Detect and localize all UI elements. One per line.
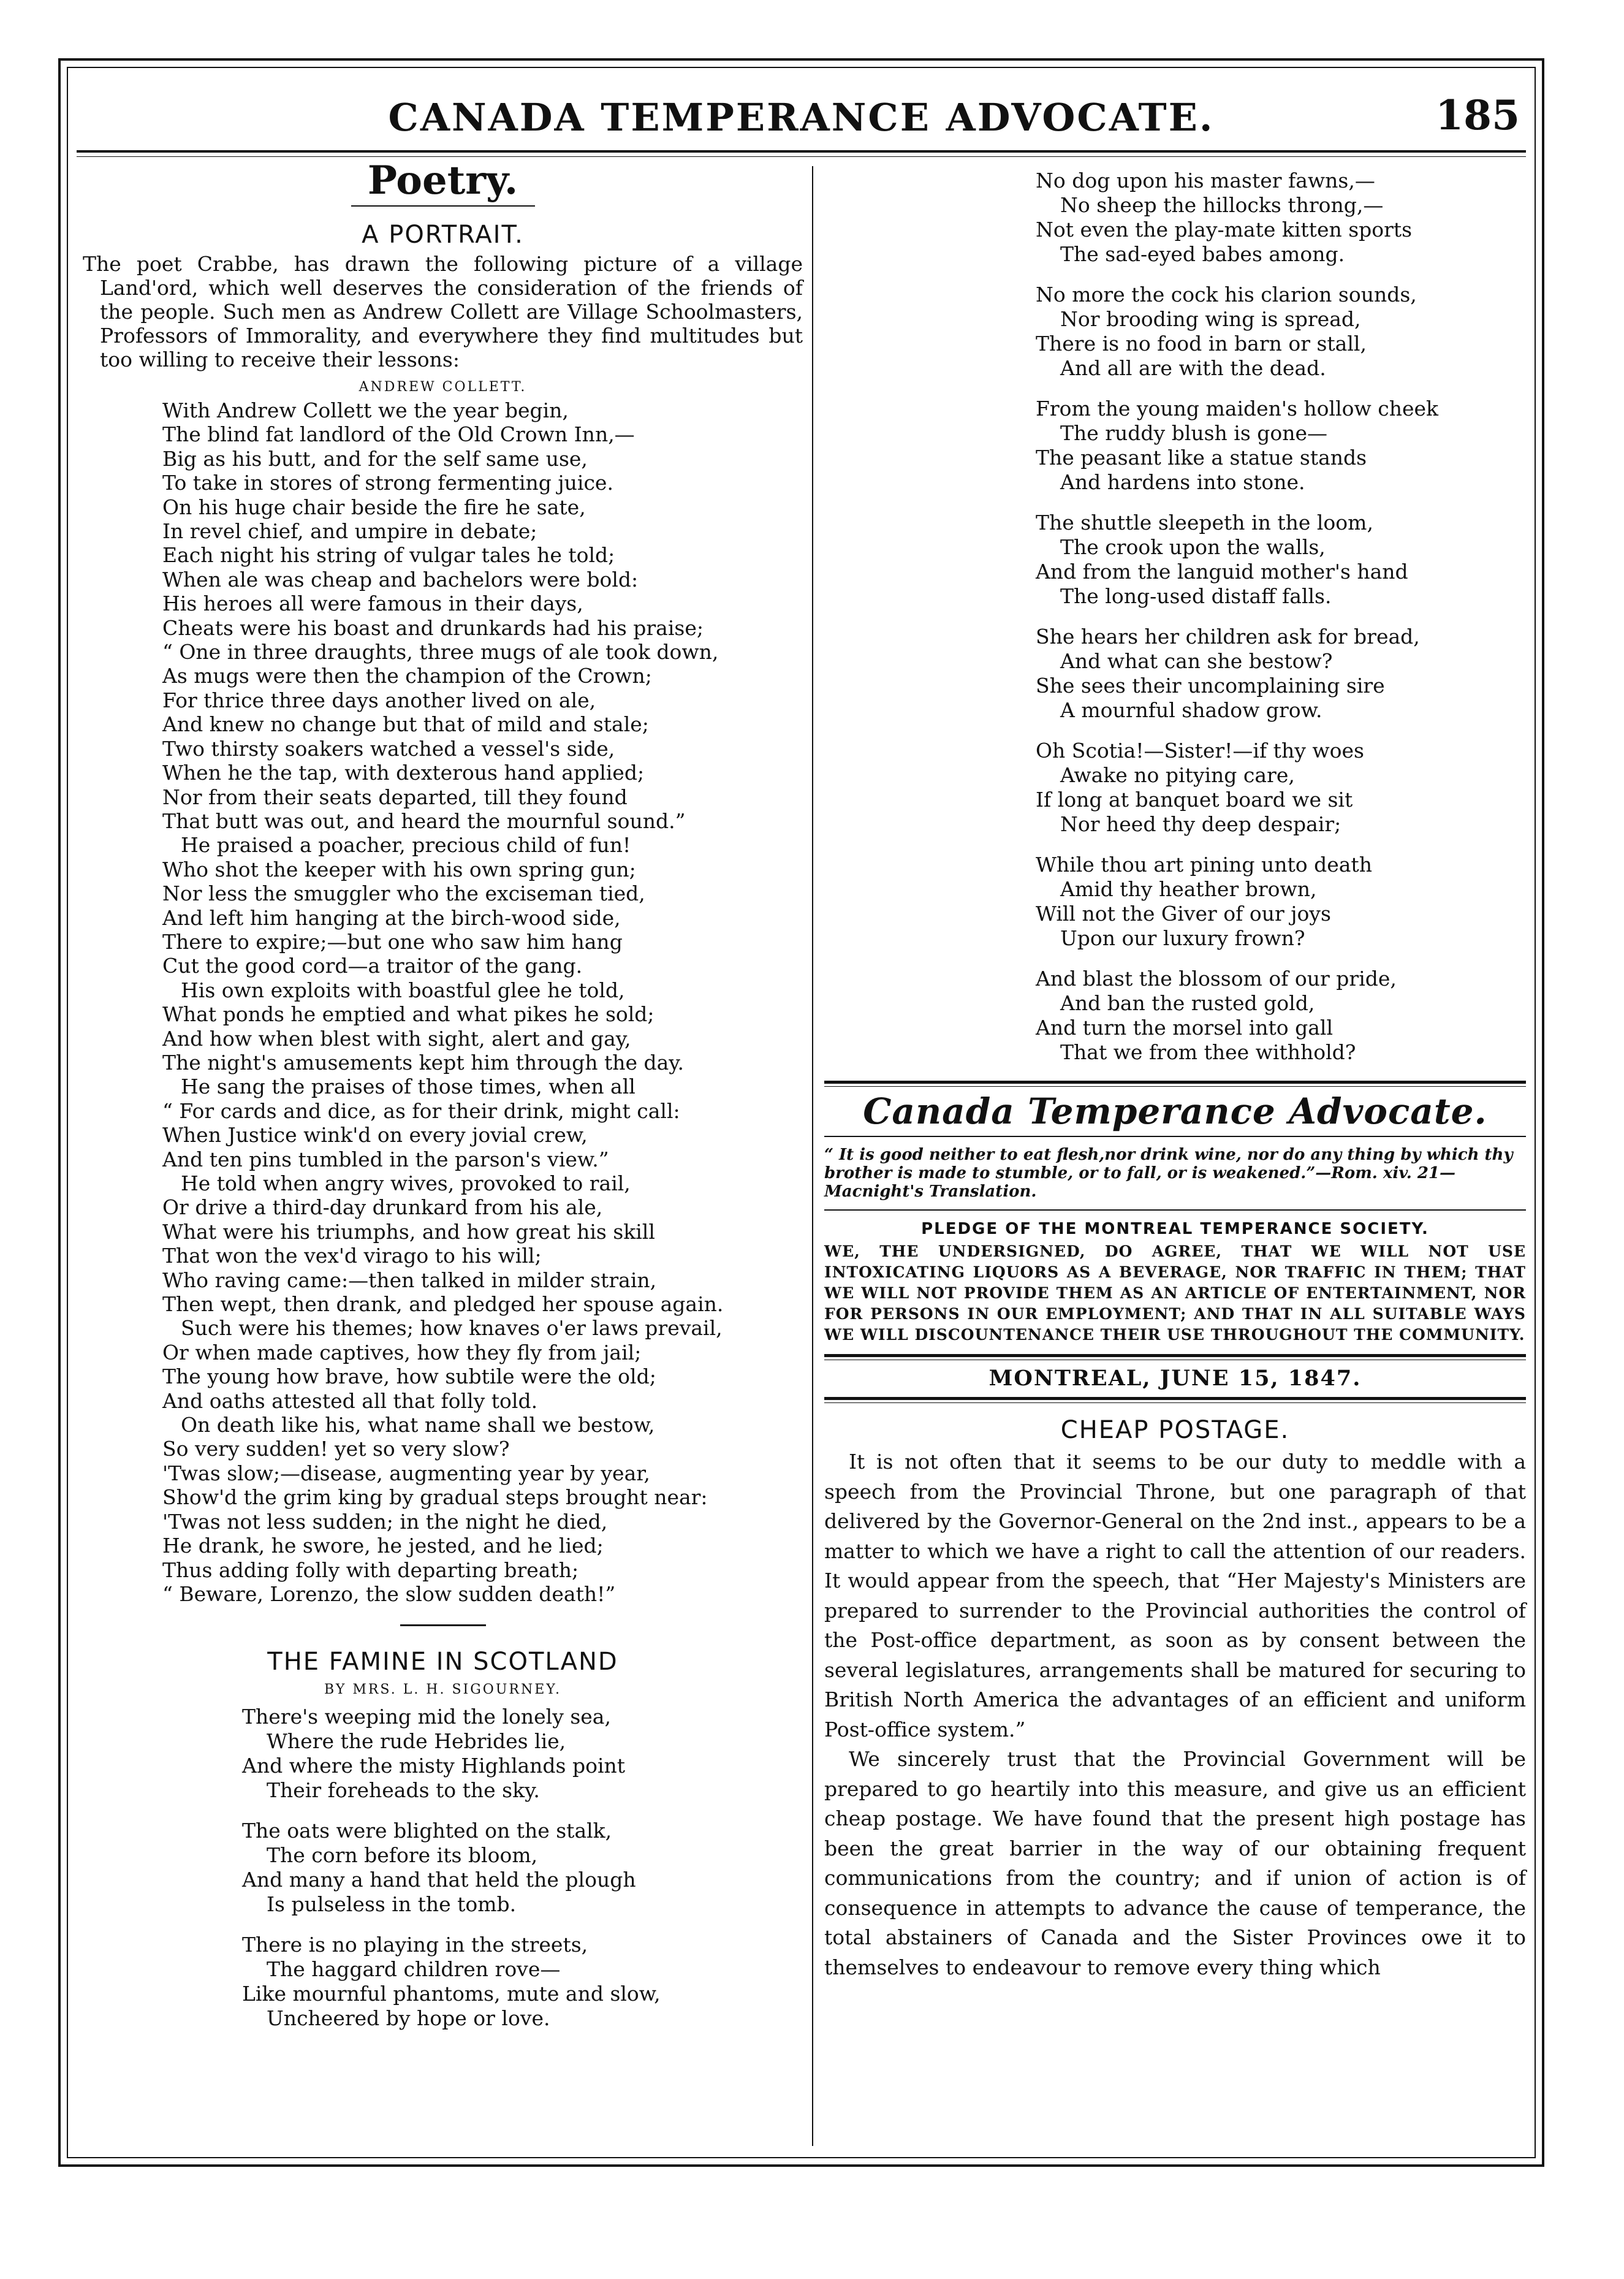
- portrait-poem-line: Or drive a third-day drunkard from his ale,: [162, 1195, 603, 1220]
- famine-poem-line: And many a hand that held the plough: [242, 1868, 636, 1892]
- portrait-poem-line: Such were his themes; how knaves o'er laws prevail,: [181, 1316, 723, 1341]
- famine-poem-line: And where the misty Highlands point: [242, 1754, 626, 1778]
- famine-poem-continued-stanza: [1036, 625, 1526, 723]
- portrait-poem: [83, 398, 803, 1606]
- famine-poem-continued-line: The ruddy blush is gone—: [1060, 421, 1328, 445]
- portrait-poem-line: Then wept, then drank, and pledged her spouse again.: [162, 1292, 724, 1317]
- famine-poem-continued-line: No dog upon his master fawns,—: [1036, 169, 1375, 192]
- portrait-poem-line: Nor less the smuggler who the exciseman tied,: [162, 881, 645, 906]
- famine-poem-line: The corn before its bloom,: [267, 1843, 538, 1868]
- portrait-poem-line: Each night his string of vulgar tales he told;: [162, 543, 615, 568]
- portrait-intro: The poet Crabbe, has drawn the following picture of a village Land'ord, which well deserves the consideration of the friends of the people. Such men as Andrew Collett are Village Schoolmasters, Professors of Immorality, and everywhere they find multitudes but too willing to receive their lessons:: [83, 252, 803, 371]
- portrait-poem-line: Who shot the keeper with his own spring gun;: [162, 857, 636, 881]
- portrait-poem-line: Thus adding folly with departing breath;: [162, 1558, 579, 1582]
- masthead-rule-top: [824, 1081, 1526, 1087]
- portrait-poem-line: There to expire;—but one who saw him hang: [162, 929, 623, 954]
- famine-poem-continued-line: That we from thee withhold?: [1060, 1040, 1356, 1064]
- portrait-poem-line: And oaths attested all that folly told.: [162, 1388, 538, 1413]
- portrait-poem-line: His own exploits with boastful glee he told,: [181, 978, 625, 1002]
- famine-poem-continued-line: Upon our luxury frown?: [1060, 926, 1305, 950]
- page-title: CANADA TEMPERANCE ADVOCATE.: [388, 95, 1215, 140]
- famine-poem-stanza: [242, 1933, 803, 2031]
- famine-poem-continued-line: The sad-eyed babes among.: [1060, 242, 1345, 266]
- column-divider: [812, 166, 813, 2146]
- portrait-poem-line: In revel chief, and umpire in debate;: [162, 519, 537, 544]
- portrait-subtitle: ANDREW COLLETT.: [359, 379, 527, 395]
- portrait-poem-line: And how when blest with sight, alert and gay,: [162, 1026, 631, 1051]
- famine-poem-line: Their foreheads to the sky.: [267, 1778, 540, 1803]
- famine-poem-continued-line: There is no food in barn or stall,: [1036, 332, 1367, 356]
- famine-poem-continued-line: The shuttle sleepeth in the loom,: [1036, 511, 1373, 535]
- portrait-poem-line: Cheats were his boast and drunkards had his praise;: [162, 615, 704, 640]
- portrait-poem-line: What were his triumphs, and how great his skill: [162, 1219, 655, 1244]
- famine-byline: BY MRS. L. H. SIGOURNEY.: [324, 1682, 561, 1698]
- famine-poem-continued-stanza: [1036, 169, 1526, 267]
- portrait-poem-line: “ One in three draughts, three mugs of ale took down,: [162, 640, 719, 664]
- portrait-poem-line: The young how brave, how subtile were the old;: [162, 1364, 656, 1389]
- famine-poem-line: Is pulseless in the tomb.: [267, 1892, 517, 1917]
- portrait-poem-line: The night's amusements kept him through the day.: [162, 1050, 685, 1075]
- portrait-poem-line: Cut the good cord—a traitor of the gang.: [162, 954, 583, 978]
- portrait-poem-line: He praised a poacher, precious child of fun!: [181, 833, 631, 858]
- famine-poem-continued-line: Nor heed thy deep despair;: [1060, 812, 1341, 836]
- famine-poem-continued-line: And what can she bestow?: [1060, 649, 1333, 673]
- famine-poem-continued-line: The long-used distaff falls.: [1060, 584, 1332, 608]
- famine-poem-continued: [824, 169, 1526, 1065]
- portrait-poem-line: And ten pins tumbled in the parson's view.”: [162, 1147, 609, 1171]
- right-column: [824, 169, 1526, 1982]
- portrait-poem-line: “ For cards and dice, as for their drink, might call:: [162, 1098, 680, 1123]
- portrait-poem-line: As mugs were then the champion of the Crown;: [162, 664, 652, 688]
- famine-poem-continued-line: She hears her children ask for bread,: [1036, 625, 1420, 649]
- famine-poem-line: There is no playing in the streets,: [242, 1933, 588, 1957]
- page-number: 185: [1435, 91, 1520, 139]
- famine-poem-continued-stanza: [1036, 283, 1526, 381]
- portrait-poem-line: So very sudden! yet so very slow?: [162, 1437, 510, 1461]
- poem-divider: [400, 1624, 486, 1626]
- portrait-poem-line: On his huge chair beside the fire he sate,: [162, 495, 586, 519]
- famine-poem-continued-stanza: [1036, 397, 1526, 495]
- motto: “ It is good neither to eat flesh,nor drink wine, nor do any thing by which thy brother is made to stumble, or to fall, or is weakened.”—Rom. xiv. 21— Macnight's Translation.: [824, 1146, 1513, 1201]
- dateline-rule-bottom: [824, 1397, 1526, 1403]
- newspaper-page: [58, 58, 1544, 2167]
- portrait-poem-line: 'Twas not less sudden; in the night he died,: [162, 1509, 608, 1534]
- famine-poem-continued-stanza: [1036, 739, 1526, 837]
- famine-poem-continued-line: And all are with the dead.: [1060, 356, 1326, 380]
- famine-poem-continued-line: And from the languid mother's hand: [1036, 560, 1408, 584]
- portrait-poem-line: Nor from their seats departed, till they found: [162, 785, 628, 809]
- portrait-poem-line: He drank, he swore, he jested, and he lied;: [162, 1534, 604, 1558]
- portrait-poem-line: And left him hanging at the birch-wood side,: [162, 905, 621, 930]
- masthead-rule-bottom: [824, 1136, 1526, 1137]
- famine-poem-continued-line: Oh Scotia!—Sister!—if thy woes: [1036, 739, 1364, 763]
- famine-poem-continued-line: And ban the rusted gold,: [1060, 991, 1315, 1015]
- famine-poem-line: Where the rude Hebrides lie,: [267, 1729, 566, 1754]
- famine-poem-continued-line: And turn the morsel into gall: [1036, 1016, 1334, 1040]
- famine-poem-continued-line: Amid thy heather brown,: [1060, 877, 1317, 901]
- portrait-poem-line: His heroes all were famous in their days,: [162, 592, 583, 616]
- famine-poem-continued-line: If long at banquet board we sit: [1036, 788, 1353, 812]
- famine-title: THE FAMINE IN SCOTLAND: [267, 1648, 618, 1676]
- portrait-poem-line: With Andrew Collett we the year begin,: [162, 398, 569, 422]
- portrait-poem-line: Big as his butt, and for the self same use,: [162, 446, 588, 471]
- famine-poem-stanza: [242, 1819, 803, 1917]
- famine-poem-continued-line: No more the cock his clarion sounds,: [1036, 283, 1417, 306]
- portrait-poem-line: Two thirsty soakers watched a vessel's side,: [162, 736, 615, 761]
- portrait-poem-line: What ponds he emptied and what pikes he sold;: [162, 1002, 655, 1027]
- famine-poem-continued-line: A mournful shadow grow.: [1060, 698, 1322, 722]
- famine-poem-continued-line: From the young maiden's hollow cheek: [1036, 397, 1439, 420]
- famine-poem-line: The oats were blighted on the stalk,: [242, 1819, 612, 1843]
- famine-poem-line: Uncheered by hope or love.: [267, 2006, 550, 2031]
- portrait-poem-line: Show'd the grim king by gradual steps brought near:: [162, 1485, 708, 1510]
- famine-poem-line: Like mournful phantoms, mute and slow,: [242, 1982, 661, 2006]
- famine-poem-continued-line: The crook upon the walls,: [1060, 535, 1326, 559]
- famine-poem-line: The haggard children rove—: [267, 1957, 561, 1982]
- portrait-title: A PORTRAIT.: [362, 221, 524, 249]
- portrait-poem-line: “ Beware, Lorenzo, the slow sudden death!”: [162, 1581, 616, 1606]
- portrait-poem-line: 'Twas slow;—disease, augmenting year by year,: [162, 1461, 650, 1485]
- portrait-poem-line: That won the vex'd virago to his will;: [162, 1244, 542, 1268]
- famine-poem-continued-line: Not even the play-mate kitten sports: [1036, 218, 1413, 242]
- article-paragraph-2: We sincerely trust that the Provincial Government will be prepared to go heartily into this measure, and give us an efficient cheap postage. We have found that the present high postage has been the great barrier in the way of our obtaining frequent communications from the country; and if union of action is of consequence in attempts to advance the cause of temperance, the total abstainers of Canada and the Sister Provinces owe it to themselves to endeavour to remove every thing which: [824, 1747, 1526, 1979]
- left-column: [83, 156, 803, 2047]
- article-title: CHEAP POSTAGE.: [1060, 1416, 1290, 1444]
- famine-poem-line: There's weeping mid the lonely sea,: [242, 1705, 611, 1729]
- pledge-title: PLEDGE OF THE MONTREAL TEMPERANCE SOCIETY.: [921, 1220, 1429, 1238]
- dateline-rule-top: [824, 1354, 1526, 1360]
- portrait-poem-line: When ale was cheap and bachelors were bold:: [162, 567, 639, 592]
- portrait-poem-line: That butt was out, and heard the mournful sound.”: [162, 808, 686, 833]
- famine-poem-continued-line: And blast the blossom of our pride,: [1036, 967, 1397, 991]
- poetry-underline: [351, 205, 535, 207]
- famine-poem-continued-line: While thou art pining unto death: [1036, 853, 1372, 877]
- famine-poem-continued-line: She sees their uncomplaining sire: [1036, 674, 1385, 698]
- famine-poem: [83, 1705, 803, 2031]
- poetry-heading: Poetry.: [367, 158, 518, 204]
- famine-poem-continued-line: And hardens into stone.: [1060, 470, 1305, 494]
- portrait-poem-line: And knew no change but that of mild and stale;: [162, 712, 649, 737]
- portrait-poem-line: He sang the praises of those times, when all: [181, 1075, 636, 1099]
- famine-poem-continued-line: No sheep the hillocks throng,—: [1060, 193, 1384, 217]
- portrait-poem-line: He told when angry wives, provoked to rail,: [181, 1171, 631, 1195]
- portrait-poem-line: For thrice three days another lived on ale,: [162, 688, 596, 712]
- pledge-text: WE, THE UNDERSIGNED, DO AGREE, THAT WE WILL NOT USE INTOXICATING LIQUORS AS A BEVERAGE, NOR TRAFFIC IN THEM; THAT WE WILL NOT PROVIDE THEM AS AN ARTICLE OF ENTERTAINMENT, NOR FOR PERSONS IN OUR EMPLOYMENT; AND THAT IN ALL SUITABLE WAYS WE WILL DISCOUNTENANCE THEIR USE THROUGHOUT THE COMMUNITY.: [824, 1242, 1526, 1344]
- portrait-poem-line: To take in stores of strong fermenting juice.: [162, 471, 613, 495]
- famine-poem-continued-line: Nor brooding wing is spread,: [1060, 307, 1361, 331]
- famine-poem-continued-line: The peasant like a statue stands: [1036, 446, 1367, 470]
- famine-poem-continued-stanza: [1036, 967, 1526, 1065]
- article-paragraph-1: It is not often that it seems to be our duty to meddle with a speech from the Provincial Throne, but one paragraph of that delivered by the Governor-General on the 2nd inst., appears to be a matter to which we have a right to call the attention of our readers. It would appear from the speech, that “Her Majesty's Ministers are prepared to surrender to the Provincial authorities the control of the Post-office department, as soon as by consent between the several legislatures, arrangements shall be matured for securing to British North America the advantages of an efficient and uniform Post-office system.”: [824, 1450, 1526, 1741]
- famine-poem-continued-line: Awake no pitying care,: [1060, 763, 1295, 787]
- motto-rule: [824, 1209, 1526, 1211]
- famine-poem-continued-stanza: [1036, 511, 1526, 609]
- famine-poem-continued-stanza: [1036, 853, 1526, 951]
- famine-poem-continued-line: Will not the Giver of our joys: [1036, 902, 1331, 926]
- page-header: [77, 83, 1526, 156]
- dateline: MONTREAL, JUNE 15, 1847.: [988, 1366, 1362, 1391]
- famine-poem-stanza: [242, 1705, 803, 1803]
- portrait-poem-line: The blind fat landlord of the Old Crown Inn,—: [162, 422, 635, 447]
- masthead: Canada Temperance Advocate.: [863, 1090, 1487, 1132]
- portrait-poem-line: Or when made captives, how they fly from jail;: [162, 1340, 642, 1364]
- portrait-poem-line: Who raving came:—then talked in milder strain,: [162, 1268, 657, 1292]
- portrait-poem-line: On death like his, what name shall we bestow,: [181, 1413, 655, 1437]
- portrait-poem-line: When Justice wink'd on every jovial crew,: [162, 1123, 588, 1147]
- portrait-poem-line: When he the tap, with dexterous hand applied;: [162, 761, 645, 785]
